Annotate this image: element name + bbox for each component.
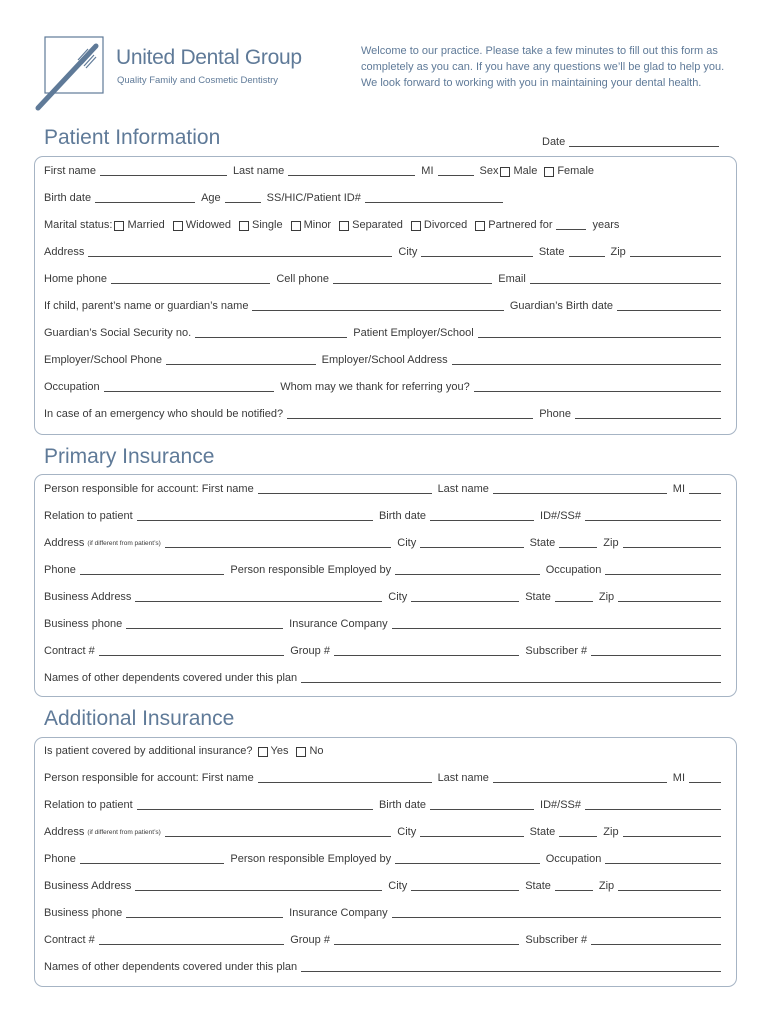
widowed-checkbox[interactable] xyxy=(173,221,183,231)
date-label: Date xyxy=(542,136,566,148)
add-employed-by-label: Person responsible Employed by xyxy=(230,853,392,865)
insured-city-input[interactable] xyxy=(420,547,523,548)
no-label: No xyxy=(309,745,324,757)
last-name-label: Last name xyxy=(232,165,285,177)
birth-row xyxy=(44,189,721,205)
insured-occupation-label: Occupation xyxy=(545,564,602,576)
occupation-label: Occupation xyxy=(44,381,100,393)
add-occupation-input[interactable] xyxy=(605,863,721,864)
insured-phone-input[interactable] xyxy=(80,574,225,575)
id-ss-input[interactable] xyxy=(585,520,721,521)
add-responsible-last-name-input[interactable] xyxy=(493,782,667,783)
responsible-mi-input[interactable] xyxy=(689,493,721,494)
additional-responsible-row xyxy=(44,769,721,785)
business-zip-input[interactable] xyxy=(618,601,721,602)
group-input[interactable] xyxy=(334,655,519,656)
first-name-label: First name xyxy=(44,165,96,177)
add-city-input[interactable] xyxy=(420,836,523,837)
business-city-input[interactable] xyxy=(411,601,519,602)
additional-dependents-row xyxy=(44,958,721,974)
employed-by-input[interactable] xyxy=(395,574,540,575)
address-row xyxy=(44,243,721,259)
add-business-state-input[interactable] xyxy=(555,890,593,891)
insured-state-input[interactable] xyxy=(559,547,597,548)
add-relation-label: Relation to patient xyxy=(44,799,133,811)
insurance-company-label: Insurance Company xyxy=(289,618,388,630)
add-address-input[interactable] xyxy=(165,836,391,837)
additional-business-address-row xyxy=(44,877,721,893)
add-id-ss-label: ID#/SS# xyxy=(540,799,581,811)
state-input[interactable] xyxy=(569,256,605,257)
zip-input[interactable] xyxy=(630,256,721,257)
date-input[interactable] xyxy=(569,146,719,147)
add-responsible-mi-input[interactable] xyxy=(689,782,721,783)
add-contract-input[interactable] xyxy=(99,944,284,945)
primary-insurance-title: Primary Insurance xyxy=(44,445,215,468)
email-input[interactable] xyxy=(530,283,721,284)
yes-label: Yes xyxy=(270,745,289,757)
city-label: City xyxy=(398,246,418,258)
guardian-name-label: If child, parent’s name or guardian’s name xyxy=(44,300,249,312)
additional-covered-row xyxy=(44,742,721,758)
emergency-contact-input[interactable] xyxy=(287,418,533,419)
relation-label: Relation to patient xyxy=(44,510,133,522)
referral-label: Whom may we thank for referring you? xyxy=(280,381,470,393)
add-address-note: (if different from patient’s) xyxy=(87,829,161,836)
employer-address-label: Employer/School Address xyxy=(321,354,448,366)
insured-state-label: State xyxy=(529,537,556,549)
welcome-line: completely as you can. If you have any questions we’ll be glad to help you. xyxy=(361,61,725,73)
insured-birth-date-input[interactable] xyxy=(430,520,534,521)
married-checkbox[interactable] xyxy=(114,221,124,231)
id-ss-label: ID#/SS# xyxy=(540,510,581,522)
date-field xyxy=(542,136,719,149)
add-subscriber-label: Subscriber # xyxy=(525,934,588,946)
yes-checkbox[interactable] xyxy=(258,747,268,757)
add-insurance-company-label: Insurance Company xyxy=(289,907,388,919)
dependents-label: Names of other dependents covered under this plan xyxy=(44,672,298,684)
primary-phone-row xyxy=(44,561,721,577)
add-responsible-last-name-label: Last name xyxy=(437,772,489,784)
welcome-line: Welcome to our practice. Please take a few minutes to fill out this form as xyxy=(361,45,718,57)
additional-contract-row xyxy=(44,931,721,947)
add-business-address-input[interactable] xyxy=(135,890,382,891)
add-zip-label: Zip xyxy=(603,826,619,838)
partnered-for-label: Partnered for xyxy=(488,219,553,231)
primary-dependents-row xyxy=(44,669,721,685)
separated-checkbox[interactable] xyxy=(339,221,349,231)
employer-school-input[interactable] xyxy=(478,337,721,338)
employer-row xyxy=(44,351,721,367)
primary-business-address-row xyxy=(44,588,721,604)
home-phone-label: Home phone xyxy=(44,273,107,285)
contract-input[interactable] xyxy=(99,655,284,656)
add-zip-input[interactable] xyxy=(623,836,721,837)
insured-phone-label: Phone xyxy=(44,564,76,576)
insured-address-label: Address xyxy=(44,537,85,549)
add-phone-input[interactable] xyxy=(80,863,225,864)
emergency-phone-input[interactable] xyxy=(575,418,721,419)
guardian-ssn-label: Guardian’s Social Security no. xyxy=(44,327,192,339)
no-checkbox[interactable] xyxy=(296,747,306,757)
city-input[interactable] xyxy=(421,256,532,257)
sex-label: Sex xyxy=(479,165,499,177)
minor-checkbox[interactable] xyxy=(291,221,301,231)
add-business-city-input[interactable] xyxy=(411,890,519,891)
business-address-label: Business Address xyxy=(44,591,132,603)
married-label: Married xyxy=(127,219,165,231)
insured-address-input[interactable] xyxy=(165,547,391,548)
add-business-zip-input[interactable] xyxy=(618,890,721,891)
add-address-label: Address xyxy=(44,826,85,838)
responsible-last-name-input[interactable] xyxy=(493,493,667,494)
address-note: (if different from patient’s) xyxy=(87,540,161,547)
email-label: Email xyxy=(498,273,526,285)
primary-address-row xyxy=(44,534,721,550)
add-business-city-label: City xyxy=(388,880,408,892)
address-label: Address xyxy=(44,246,85,258)
primary-responsible-row xyxy=(44,480,721,496)
occupation-row xyxy=(44,378,721,394)
business-state-input[interactable] xyxy=(555,601,593,602)
employer-phone-label: Employer/School Phone xyxy=(44,354,163,366)
female-label: Female xyxy=(557,165,595,177)
zip-label: Zip xyxy=(610,246,626,258)
additional-phone-row xyxy=(44,850,721,866)
age-label: Age xyxy=(201,192,221,204)
add-state-label: State xyxy=(529,826,556,838)
years-label: years xyxy=(592,219,620,231)
guardian-birth-date-input[interactable] xyxy=(617,310,721,311)
add-group-label: Group # xyxy=(290,934,330,946)
subscriber-input[interactable] xyxy=(591,655,721,656)
add-business-state-label: State xyxy=(525,880,551,892)
insurance-company-input[interactable] xyxy=(392,628,721,629)
brand-name: United Dental Group xyxy=(116,46,302,69)
add-state-input[interactable] xyxy=(559,836,597,837)
cell-phone-input[interactable] xyxy=(333,283,492,284)
separated-label: Separated xyxy=(352,219,403,231)
responsible-mi-label: MI xyxy=(672,483,686,495)
add-occupation-label: Occupation xyxy=(545,853,602,865)
add-dependents-input[interactable] xyxy=(301,971,721,972)
last-name-input[interactable] xyxy=(288,175,415,176)
insured-zip-label: Zip xyxy=(603,537,619,549)
add-dependents-label: Names of other dependents covered under this plan xyxy=(44,961,298,973)
guardian-ssn-input[interactable] xyxy=(195,337,347,338)
business-phone-input[interactable] xyxy=(126,628,283,629)
first-name-input[interactable] xyxy=(100,175,227,176)
responsible-first-name-label: Person responsible for account: First name xyxy=(44,483,254,495)
cell-phone-label: Cell phone xyxy=(276,273,329,285)
guardian-name-input[interactable] xyxy=(252,310,503,311)
single-checkbox[interactable] xyxy=(239,221,249,231)
additional-covered-label: Is patient covered by additional insurance? xyxy=(44,745,253,757)
toothbrush-icon xyxy=(34,36,114,112)
add-employed-by-input[interactable] xyxy=(395,863,540,864)
age-input[interactable] xyxy=(225,202,261,203)
business-phone-label: Business phone xyxy=(44,618,123,630)
business-address-input[interactable] xyxy=(135,601,382,602)
male-checkbox[interactable] xyxy=(500,167,510,177)
insured-occupation-input[interactable] xyxy=(605,574,721,575)
add-subscriber-input[interactable] xyxy=(591,944,721,945)
dependents-input[interactable] xyxy=(301,682,721,683)
state-label: State xyxy=(538,246,565,258)
business-zip-label: Zip xyxy=(598,591,615,603)
add-contract-label: Contract # xyxy=(44,934,95,946)
marital-status-row xyxy=(44,216,721,232)
business-state-label: State xyxy=(525,591,551,603)
relation-input[interactable] xyxy=(137,520,373,521)
partnered-checkbox[interactable] xyxy=(475,221,485,231)
home-phone-input[interactable] xyxy=(111,283,270,284)
add-insurance-company-input[interactable] xyxy=(392,917,721,918)
additional-address-row xyxy=(44,823,721,839)
widowed-label: Widowed xyxy=(185,219,232,231)
referral-input[interactable] xyxy=(474,391,721,392)
add-id-ss-input[interactable] xyxy=(585,809,721,810)
add-relation-input[interactable] xyxy=(137,809,373,810)
add-business-phone-label: Business phone xyxy=(44,907,123,919)
subscriber-label: Subscriber # xyxy=(525,645,588,657)
phone-row xyxy=(44,270,721,286)
marital-status-label: Marital status: xyxy=(44,219,113,231)
insured-birth-date-label: Birth date xyxy=(378,510,427,522)
occupation-input[interactable] xyxy=(104,391,275,392)
add-responsible-first-name-label: Person responsible for account: First name xyxy=(44,772,254,784)
responsible-last-name-label: Last name xyxy=(437,483,489,495)
partnered-years-input[interactable] xyxy=(556,229,586,230)
responsible-first-name-input[interactable] xyxy=(258,493,432,494)
add-business-address-label: Business Address xyxy=(44,880,132,892)
single-label: Single xyxy=(252,219,283,231)
welcome-line: We look forward to working with you in maintaining your dental health. xyxy=(361,77,702,89)
additional-relation-row xyxy=(44,796,721,812)
add-birth-date-input[interactable] xyxy=(430,809,534,810)
divorced-label: Divorced xyxy=(423,219,468,231)
female-checkbox[interactable] xyxy=(544,167,554,177)
brand-tagline: Quality Family and Cosmetic Dentistry xyxy=(117,75,279,86)
employer-school-label: Patient Employer/School xyxy=(353,327,474,339)
welcome-message xyxy=(361,43,761,91)
emergency-contact-label: In case of an emergency who should be notified? xyxy=(44,408,284,420)
patient-id-label: SS/HIC/Patient ID# xyxy=(266,192,361,204)
guardian-birth-date-label: Guardian’s Birth date xyxy=(509,300,613,312)
group-label: Group # xyxy=(290,645,330,657)
business-city-label: City xyxy=(388,591,408,603)
additional-business-phone-row xyxy=(44,904,721,920)
insured-zip-input[interactable] xyxy=(623,547,721,548)
add-group-input[interactable] xyxy=(334,944,519,945)
male-label: Male xyxy=(513,165,538,177)
contract-label: Contract # xyxy=(44,645,95,657)
add-city-label: City xyxy=(397,826,417,838)
address-input[interactable] xyxy=(88,256,392,257)
emergency-row xyxy=(44,405,721,421)
birth-date-label: Birth date xyxy=(44,192,92,204)
additional-insurance-title: Additional Insurance xyxy=(44,707,235,730)
employed-by-label: Person responsible Employed by xyxy=(230,564,392,576)
primary-business-phone-row xyxy=(44,615,721,631)
add-business-phone-input[interactable] xyxy=(126,917,283,918)
add-responsible-first-name-input[interactable] xyxy=(258,782,432,783)
birth-date-input[interactable] xyxy=(95,202,195,203)
emergency-phone-label: Phone xyxy=(539,408,571,420)
minor-label: Minor xyxy=(303,219,332,231)
mi-input[interactable] xyxy=(438,175,474,176)
patient-information-title: Patient Information xyxy=(44,126,221,149)
primary-relation-row xyxy=(44,507,721,523)
insured-city-label: City xyxy=(397,537,417,549)
add-phone-label: Phone xyxy=(44,853,76,865)
add-business-zip-label: Zip xyxy=(598,880,615,892)
add-birth-date-label: Birth date xyxy=(378,799,427,811)
employer-address-input[interactable] xyxy=(452,364,721,365)
patient-name-row xyxy=(44,162,721,178)
mi-label: MI xyxy=(421,165,434,177)
add-responsible-mi-label: MI xyxy=(672,772,686,784)
divorced-checkbox[interactable] xyxy=(411,221,421,231)
guardian-ssn-row xyxy=(44,324,721,340)
employer-phone-input[interactable] xyxy=(166,364,316,365)
primary-contract-row xyxy=(44,642,721,658)
guardian-row xyxy=(44,297,721,313)
patient-id-input[interactable] xyxy=(365,202,503,203)
